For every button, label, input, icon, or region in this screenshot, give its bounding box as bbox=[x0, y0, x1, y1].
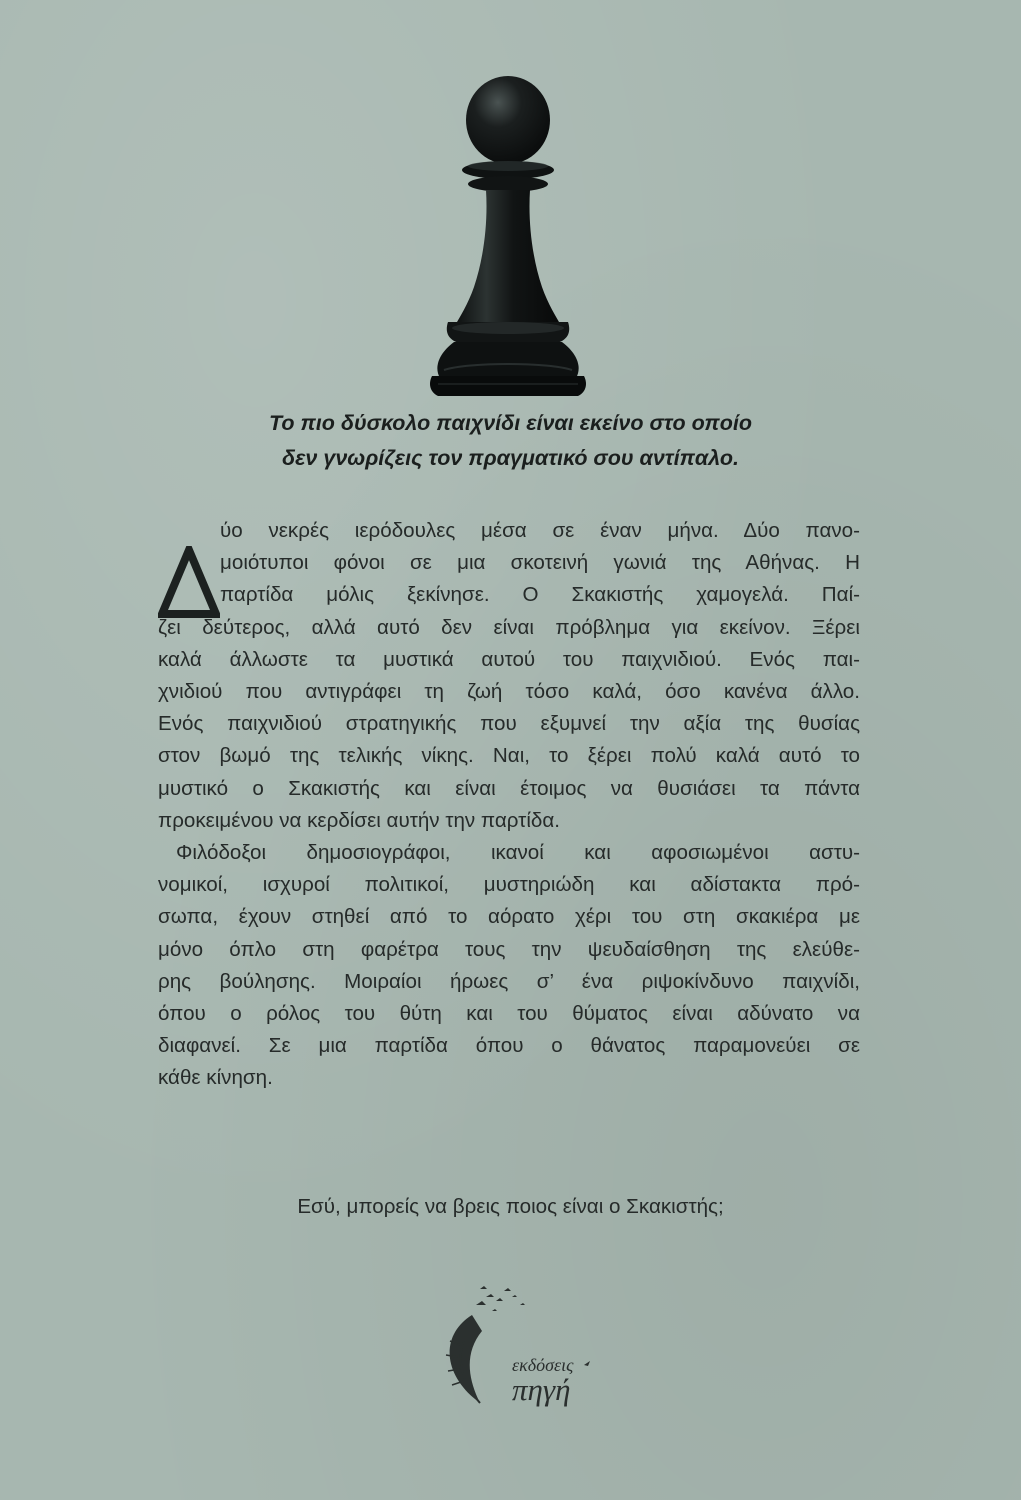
paragraph-1-line: Ενός παιχνιδιού στρατηγικής που εξυμνεί την αξία της θυσίας bbox=[158, 712, 860, 736]
paragraph-1-line: χνιδιού που αντιγράφει τη ζωή τόσο καλά, όσο κανένα άλλο. bbox=[158, 680, 860, 704]
paragraph-2-line: κάθε κίνηση. bbox=[158, 1066, 273, 1090]
paragraph-1-line: ύο νεκρές ιερόδουλες μέσα σε έναν μήνα. Δύο πανο- bbox=[220, 519, 860, 542]
paragraph-2-line: σωπα, έχουν στηθεί από το αόρατο χέρι του στη σκακιέρα με bbox=[158, 905, 860, 929]
paragraph-1-line: μυστικό ο Σκακιστής και είναι έτοιμος να θυσιάσει τα πάντα bbox=[158, 776, 860, 800]
drop-cap-letter: Δ bbox=[189, 598, 196, 609]
paragraph-1-line: μοιότυποι φόνοι σε μια σκοτεινή γωνιά της Αθήνας. Η bbox=[220, 551, 860, 575]
paragraph-1-line: παρτίδα μόλις ξεκίνησε. Ο Σκακιστής χαμογελά. Παί- bbox=[220, 583, 860, 607]
closing-question: Εσύ, μπορείς να βρεις ποιος είναι ο Σκακιστής; bbox=[297, 1195, 724, 1218]
paragraph-2-line: όπου ο ρόλος του θύτη και του θύματος είναι αδύνατο να bbox=[158, 1002, 860, 1026]
paragraph-2-line: μόνο όπλο στη φαρέτρα τους την ψευδαίσθηση της ελεύθε- bbox=[158, 937, 860, 961]
chess-pawn-icon bbox=[408, 72, 608, 402]
paragraph-1-line: προκειμένου να κερδίσει αυτήν την παρτίδα. bbox=[158, 808, 560, 832]
paragraph-2-line: ρης βούλησης. Μοιραίοι ήρωες σ’ ένα ριψοκίνδυνο παιχνίδι, bbox=[158, 969, 860, 993]
publisher-name-line-2: πηγή bbox=[512, 1372, 571, 1407]
publisher-name-line-1: εκδόσεις bbox=[512, 1355, 574, 1375]
paragraph-2-line: Φιλόδοξοι δημοσιογράφοι, ικανοί και αφοσιωμένοι αστυ- bbox=[176, 841, 860, 865]
tagline bbox=[0, 406, 1021, 476]
paragraph-1-line: καλά άλλωστε τα μυστικά αυτού του παιχνιδιού. Ενός παι- bbox=[158, 647, 860, 671]
paragraph-1-line: στον βωμό της τελικής νίκης. Ναι, το ξέρει πολύ καλά αυτό το bbox=[158, 744, 860, 768]
tagline-line-1: Το πιο δύσκολο παιχνίδι είναι εκείνο στο οποίο bbox=[269, 411, 752, 435]
paragraph-1-line: ζει δεύτερος, αλλά αυτό δεν είναι πρόβλημα για εκείνον. Ξέρει bbox=[158, 615, 860, 639]
paragraph-2-line: νομικοί, ισχυροί πολιτικοί, μυστηριώδη και αδίστακτα πρό- bbox=[158, 873, 860, 897]
blurb-body bbox=[158, 515, 860, 1095]
tagline-line-2: δεν γνωρίζεις τον πραγματικό σου αντίπαλο. bbox=[282, 446, 739, 470]
paragraph-2-line: διαφανεί. Σε μια παρτίδα όπου ο θάνατος παραμονεύει σε bbox=[158, 1034, 860, 1058]
